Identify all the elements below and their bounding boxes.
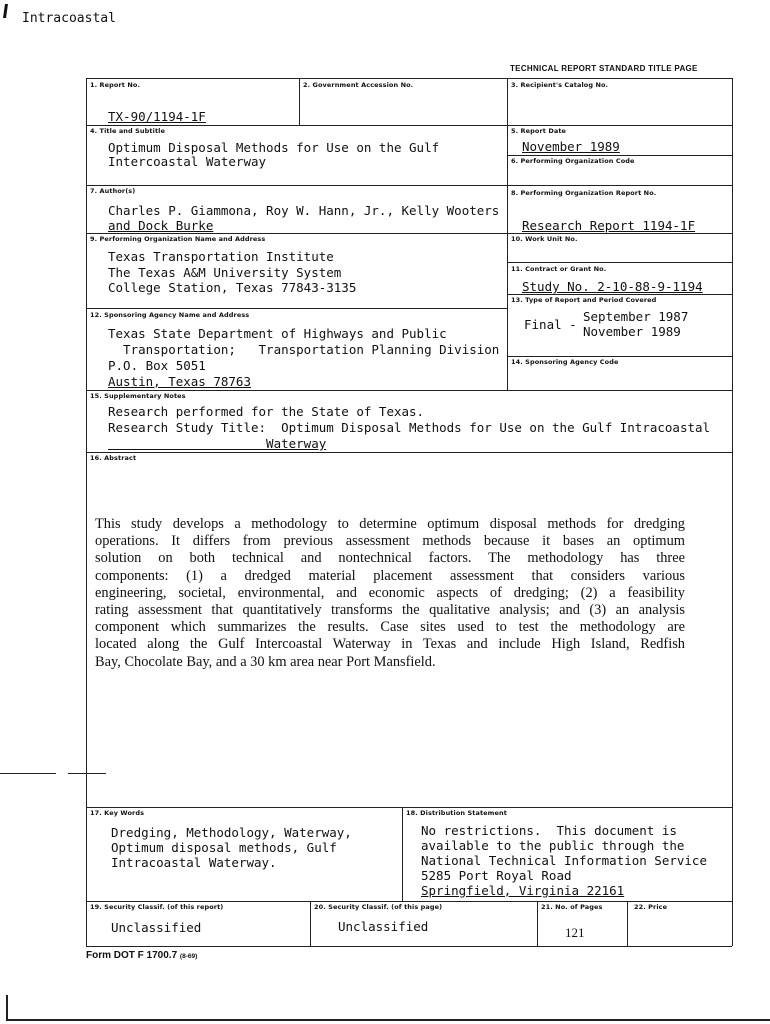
supplementary-label: 15. Supplementary Notes [90, 392, 186, 400]
perf-org-line-3: College Station, Texas 77843-3135 [108, 280, 357, 295]
report-no-label: 1. Report No. [90, 81, 141, 89]
report-no-value: TX-90/1194-1F [108, 109, 206, 124]
security-report-value: Unclassified [111, 920, 202, 935]
sponsor-line-1: Texas State Department of Highways and Public [108, 326, 447, 341]
contract-value: Study No. 2-10-88-9-1194 [522, 279, 703, 294]
sponsor-line-3: P.O. Box 5051 [108, 358, 206, 373]
supplementary-line-1: Research performed for the State of Texas. [108, 404, 425, 419]
authors-label: 7. Author(s) [90, 187, 136, 195]
perf-org-code-label: 6. Performing Organization Code [511, 157, 635, 165]
distribution-label: 18. Distribution Statement [406, 809, 507, 817]
sponsor-code-label: 14. Sponsoring Agency Code [511, 358, 619, 366]
abstract-label: 16. Abstract [90, 454, 137, 462]
authors-line-1: Charles P. Giammona, Roy W. Hann, Jr., Kelly Wooters [108, 203, 500, 218]
perf-org-line-1: Texas Transportation Institute [108, 249, 334, 264]
sponsor-line-4: Austin, Texas 78763 [108, 374, 251, 389]
price-label: 22. Price [634, 903, 668, 911]
form-number-text: Form DOT F 1700.7 [86, 950, 178, 961]
key-words-label: 17. Key Words [90, 809, 145, 817]
distribution-line-2: available to the public through the [421, 838, 685, 853]
authors-line-2: and Dock Burke [108, 218, 214, 233]
report-type-final: Final - [524, 317, 577, 332]
pages-label: 21. No. of Pages [541, 903, 603, 911]
abstract-line: component which summarizes the results. Case sites used to test the methodology are [95, 619, 685, 636]
security-page-value: Unclassified [338, 919, 429, 934]
security-page-label: 20. Security Classif. (of this page) [314, 903, 443, 911]
page-header: Intracoastal [22, 11, 116, 26]
perf-org-line-2: The Texas A&M University System [108, 265, 342, 280]
distribution-line-5: Springfield, Virginia 22161 [421, 883, 625, 898]
pages-value: 121 [565, 925, 585, 940]
scan-mark [3, 4, 8, 18]
title-line-2: Intercoastal Waterway [108, 154, 267, 169]
abstract-body [95, 516, 685, 671]
report-period-to: November 1989 [583, 324, 681, 339]
abstract-line: engineering, societal, environmental, and economic aspects of dredging; (2) a feasibility [95, 584, 685, 601]
abstract-line: located along the Gulf Intercoastal Waterway in Texas and include High Island, Redfish [95, 636, 685, 653]
perf-org-name-label: 9. Performing Organization Name and Address [90, 235, 266, 243]
title-label: 4. Title and Subtitle [90, 127, 165, 135]
abstract-line: solution on both technical and nontechnical factors. The methodology has three [95, 550, 685, 567]
contract-label: 11. Contract or Grant No. [511, 265, 607, 273]
abstract-line: components: (1) a dredged material placement assessment that considers various [95, 567, 685, 584]
distribution-line-3: National Technical Information Service [421, 853, 707, 868]
report-type-label: 13. Type of Report and Period Covered [511, 296, 657, 304]
perf-org-report-label: 8. Performing Organization Report No. [511, 189, 657, 197]
report-period-from: September 1987 [583, 309, 689, 324]
report-date-label: 5. Report Date [511, 127, 567, 135]
work-unit-label: 10. Work Unit No. [511, 235, 578, 243]
perf-org-report-value: Research Report 1194-1F [522, 218, 696, 233]
form-revision: (8-69) [179, 953, 198, 960]
title-line-1: Optimum Disposal Methods for Use on the Gulf [108, 140, 440, 155]
key-words-line-2: Optimum disposal methods, Gulf [111, 840, 337, 855]
abstract-line: This study develops a methodology to determine optimum disposal methods for dredging [95, 516, 685, 532]
supplementary-line-2: Research Study Title: Optimum Disposal Methods for Use on the Gulf Intracoastal [108, 420, 711, 435]
gov-accession-label: 2. Government Accession No. [303, 81, 414, 89]
security-report-label: 19. Security Classif. (of this report) [90, 903, 224, 911]
abstract-line: rating assessment that quantitatively transforms the qualitative analysis; and (3) an analysis [95, 602, 685, 619]
report-date-value: November 1989 [522, 139, 620, 154]
distribution-line-1: No restrictions. This document is [421, 823, 677, 838]
form-number [86, 950, 197, 961]
form-heading: TECHNICAL REPORT STANDARD TITLE PAGE [510, 64, 698, 73]
abstract-line: operations. It differs from previous assessment methods because it bases an optimum [95, 533, 685, 550]
catalog-no-label: 3. Recipient's Catalog No. [511, 81, 609, 89]
sponsor-line-2: Transportation; Transportation Planning Division [108, 342, 500, 357]
key-words-line-3: Intracoastal Waterway. [111, 855, 277, 870]
distribution-line-4: 5285 Port Royal Road [421, 868, 572, 883]
abstract-line: Bay, Chocolate Bay, and a 30 km area near Port Mansfield. [95, 653, 436, 670]
key-words-line-1: Dredging, Methodology, Waterway, [111, 825, 352, 840]
supplementary-line-3: Waterway [108, 436, 327, 451]
sponsor-label: 12. Sponsoring Agency Name and Address [90, 311, 250, 319]
